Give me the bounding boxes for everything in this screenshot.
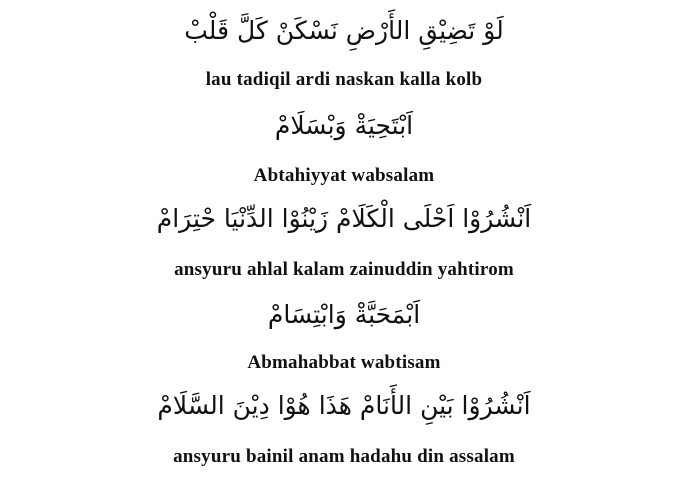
verse-4-arabic: اَبْمَحَبَّةْ وَابْتِسَامْ — [267, 300, 421, 329]
verse-2-transliteration: Abtahiyyat wabsalam — [253, 165, 435, 186]
verse-2-arabic: اَبْتَحِيَةْ وَبْسَلَامْ — [274, 111, 414, 140]
verse-4-transliteration: Abmahabbat wabtisam — [247, 352, 441, 373]
verse-5-transliteration: ansyuru bainil anam hadahu din assalam — [173, 446, 515, 467]
verse-3-transliteration: ansyuru ahlal kalam zainuddin yahtirom — [174, 259, 514, 280]
verse-5-arabic: اَنْشُرُوْا بَيْنِ الأَنَامْ هَذَا هُوْا دِيْنَ السَّلَامْ — [157, 391, 531, 420]
verse-1-transliteration: lau tadiqil ardi naskan kalla kolb — [205, 69, 483, 90]
verse-1-arabic: لَوْ تَضِيْقِ الأَرْضِ نَسْكَنْ كَلَّ قَلْبْ — [184, 16, 504, 45]
verse-3-arabic: اَنْشُرُوْا اَحْلَى الْكَلَامْ زَيْنُوْا الدِّنْيَا حْتِرَامْ — [156, 204, 532, 233]
